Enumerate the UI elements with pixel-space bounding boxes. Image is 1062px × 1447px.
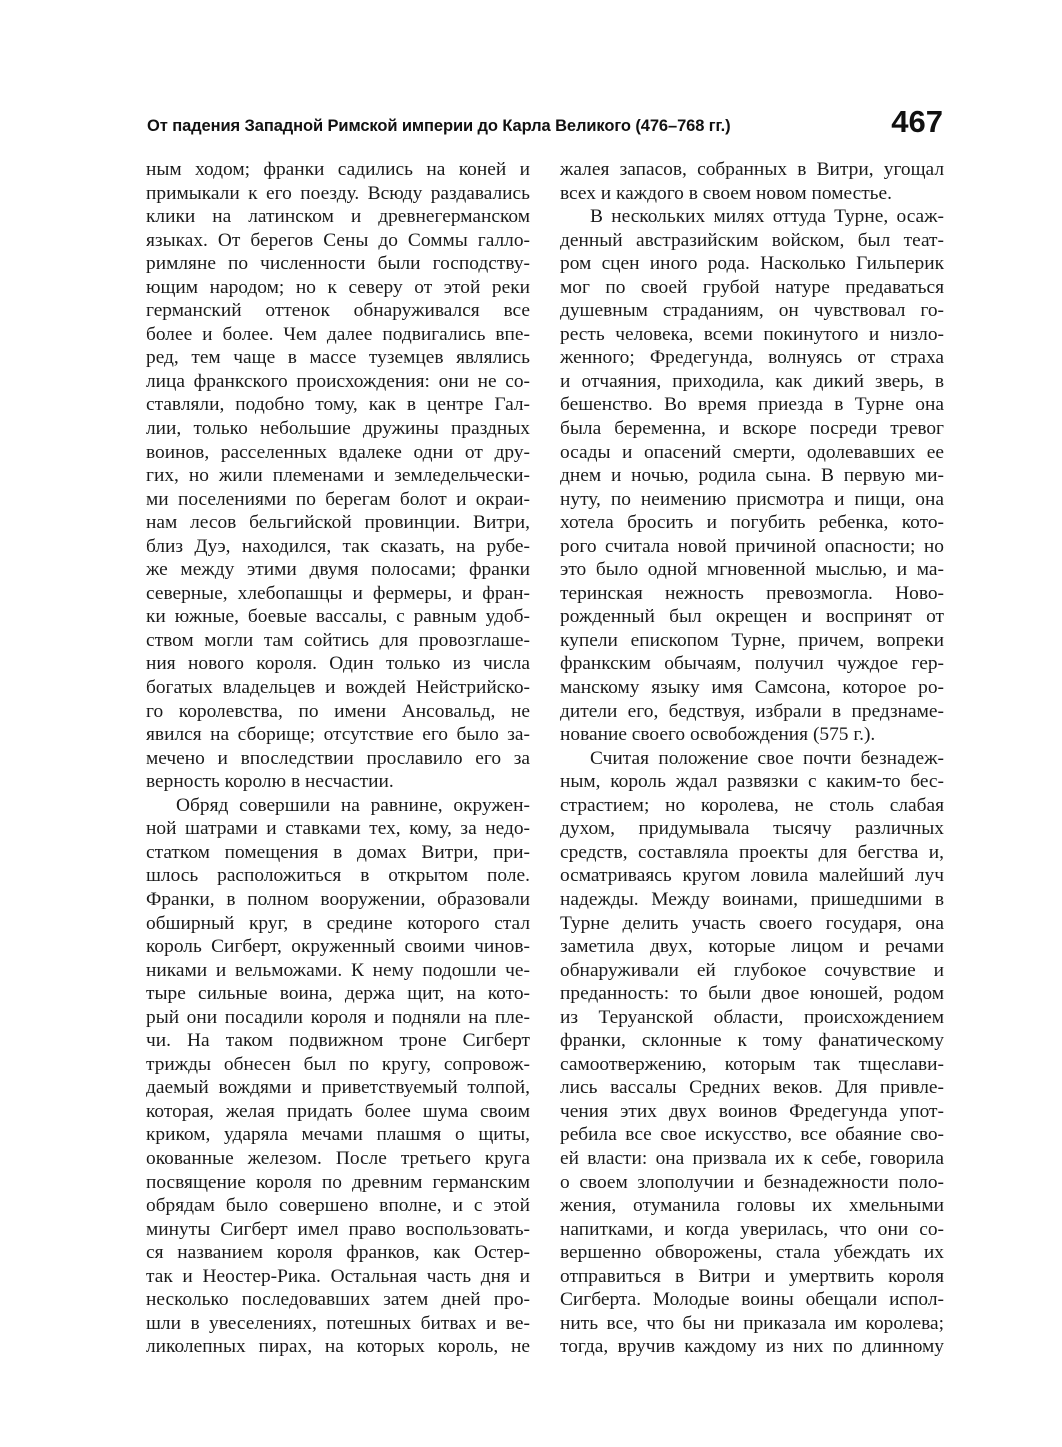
text-line: денный австразийским войском, был теат- [560, 229, 944, 251]
text-line: Обряд совершили на равнине, окружен- [176, 794, 530, 816]
text-line: которая, желая придать более шума своим [146, 1100, 530, 1122]
text-line: примыкали к его поезду. Всюду раздавались [146, 182, 530, 204]
text-line: жалея запасов, собранных в Витри, угощал [560, 159, 944, 180]
text-column-right [560, 158, 944, 1359]
text-line: криком, ударяла мечами плашмя о щиты, [146, 1124, 530, 1146]
text-line: шлось расположиться в открытом поле. [146, 865, 530, 887]
text-line: ки южные, боевые вассалы, с равным удоб- [146, 606, 530, 628]
text-line: ным, король ждал развязки с каким-то бес- [560, 771, 944, 793]
text-line: преданность: то были двое юношей, родом [560, 983, 944, 1005]
text-line: ся названием короля франков, как Остер- [146, 1242, 530, 1264]
text-line: купели епископом Турне, причем, вопреки [560, 629, 944, 651]
text-line: Считая положение свое почти безнадеж- [590, 747, 944, 769]
text-line: всех и каждого в своем новом поместье. [560, 182, 892, 204]
text-line: лии, только небольшие дружины праздных [146, 418, 530, 440]
text-line: ным ходом; франки садились на коней и [146, 159, 530, 180]
text-line: страстием; но королева, не столь слабая [560, 794, 944, 816]
text-line: нам лесов бельгийской провинции. Витри, [146, 512, 530, 534]
text-line: трижды обнесен был по кругу, сопровож- [146, 1053, 530, 1075]
text-line: ми поселениями по берегам болот и окраи- [146, 488, 530, 510]
text-line: ребила все свое искусство, все обаяние сво- [560, 1124, 944, 1146]
text-line: ставляли, подобно тому, как в центре Гал- [146, 394, 530, 416]
text-line: языках. От берегов Сены до Соммы галло- [146, 229, 530, 251]
text-line: более и более. Чем далее подвигались впе- [146, 323, 530, 345]
text-line: минуты Сигберт имел право воспользовать- [146, 1218, 530, 1240]
text-line: клики на латинском и древнегерманском [146, 206, 530, 228]
text-line: Сигберта. Молодые воины обещали испол- [560, 1289, 944, 1311]
text-line: ством могли там сойтись для провозглаше- [146, 629, 530, 651]
text-line: душевным страданиям, он чувствовал го- [560, 300, 944, 322]
text-line: шли в увеселениях, потешных битвах и ве- [146, 1312, 530, 1334]
running-header-title: От падения Западной Римской империи до Карла Великого (476–768 гг.) [147, 117, 731, 135]
text-line: осматриваясь кругом ловила малейший луч [560, 865, 944, 887]
text-line: же между этими двумя полосами; франки [146, 559, 530, 581]
text-line: отправиться в Витри и умертвить короля [560, 1265, 944, 1287]
text-column-left [146, 158, 530, 1359]
text-line: тыре сильные воина, держа щит, на кото- [146, 983, 530, 1005]
text-line: ющим народом; но к северу от этой реки [146, 276, 530, 298]
text-line: северные, хлебопашцы и фермеры, и фран- [146, 582, 530, 604]
text-line: ром сцен иного рода. Насколько Гильперик [560, 253, 944, 275]
text-line: ресть человека, всеми покинутого и низло- [560, 323, 944, 345]
text-line: так и Неостер-Рика. Остальная часть дня и [146, 1265, 530, 1287]
text-line: Турне делить участь своего государя, она [560, 912, 944, 934]
running-header [147, 104, 943, 146]
text-line: лись вассалы Средних веков. Для привле- [560, 1077, 944, 1099]
text-line: франкским обычаям, получил чуждое гер- [560, 653, 944, 675]
text-line: посвящение короля по древним германским [146, 1171, 530, 1193]
text-line: чения этих двух воинов Фредегунда упот- [560, 1100, 944, 1122]
text-line: В нескольких милях оттуда Турне, осаж- [590, 206, 944, 228]
text-line: никами и вельможами. К нему подошли че- [146, 959, 530, 981]
text-line: из Теруанской области, происхождением [560, 1006, 944, 1028]
text-line: и отчаяния, приходила, как дикий зверь, в [560, 370, 944, 392]
text-line: окованные железом. После третьего круга [146, 1147, 530, 1169]
text-line: бешенство. Во время приезда в Турне она [560, 394, 944, 416]
text-line: римляне по численности были господству- [146, 253, 530, 275]
text-line: король Сигберт, окруженный своими чинов- [146, 936, 530, 958]
text-line: статком помещения в домах Витри, при- [146, 841, 530, 863]
text-line: франки, склонные к тому фанатическому [560, 1030, 944, 1052]
text-line: ной шатрами и ставками тех, кому, за недо- [146, 818, 530, 840]
text-line: рого считала новой причиной опасности; но [560, 535, 944, 557]
text-line: рожденный был окрещен и воспринят от [560, 606, 944, 628]
text-line: даемый вождями и приветствуемый толпой, [146, 1077, 530, 1099]
text-line: ния нового короля. Один только из числа [146, 653, 530, 675]
text-line: была беременна, и вскоре посреди тревог [560, 418, 944, 440]
page-number: 467 [891, 104, 943, 139]
text-line: богатых владельцев и вождей Нейстрийско- [146, 677, 530, 699]
text-line: средств, составляла проекты для бегства и, [560, 841, 944, 863]
text-line: заметила двух, которые лицом и речами [560, 936, 944, 958]
text-line: го королевства, по имени Ансовальд, не [146, 700, 530, 722]
text-line: несколько последовавших затем дней про- [146, 1289, 530, 1311]
text-line: надежды. Между воинами, пришедшими в [560, 888, 944, 910]
text-line: жения, отуманила головы их хмельными [560, 1195, 944, 1217]
text-line: теринская нежность превозмогла. Ново- [560, 582, 944, 604]
text-line: о своем злополучии и безнадежности поло- [560, 1171, 944, 1193]
text-line: духом, придумывала тысячу различных [560, 818, 944, 840]
text-line: близ Дуэ, находился, так сказать, на рубе- [146, 535, 530, 557]
text-line: ред, тем чаще в массе туземцев являлись [146, 347, 530, 369]
text-line: это было одной мгновенной мыслью, и ма- [560, 559, 944, 581]
text-line: нование своего освобождения (575 г.). [560, 724, 876, 746]
text-line: обширный круг, в средине которого стал [146, 912, 530, 934]
text-line: германский оттенок обнаруживался все [146, 300, 530, 322]
text-line: воинов, расселенных вдалеке одни от дру- [146, 441, 530, 463]
text-line: мог по своей грубой натуре предаваться [560, 276, 944, 298]
text-line: мечено и впоследствии прославило его за [146, 747, 530, 769]
text-line: тогда, вручив каждому из них по длинному [560, 1336, 944, 1358]
text-line: ликолепных пирах, на которых король, не [146, 1336, 530, 1358]
text-line: женного; Фредегунда, волнуясь от страха [560, 347, 944, 369]
text-line: Франки, в полном вооружении, образовали [146, 888, 530, 910]
text-line: напитками, и когда уверилась, что они со- [560, 1218, 944, 1240]
text-line: верность королю в несчастии. [146, 771, 394, 793]
text-line: чи. На таком подвижном троне Сигберт [146, 1030, 530, 1052]
text-line: осады и опасений смерти, одолевавших ее [560, 441, 944, 463]
text-line: ей власти: она призвала их к себе, говорила [560, 1147, 944, 1169]
text-line: лица франкского происхождения: они не со- [146, 370, 530, 392]
text-line: обнаруживали ей глубокое сочувствие и [560, 959, 944, 981]
text-line: днем и ночью, родила сына. В первую ми- [560, 465, 944, 487]
text-line: рый они посадили короля и подняли на пле- [146, 1006, 530, 1028]
text-line: обрядам было совершено вполне, и с этой [146, 1195, 530, 1217]
text-line: самоотвержению, которым так тщеслави- [560, 1053, 944, 1075]
text-line: нуту, по неимению присмотра и пищи, она [560, 488, 944, 510]
text-line: дители его, бедствуя, избрали в предзнаме- [560, 700, 944, 722]
text-line: манскому языку имя Самсона, которое ро- [560, 677, 944, 699]
text-line: нить все, что бы ни приказала им королева; [560, 1312, 944, 1334]
text-line: вершенно обворожены, стала убеждать их [560, 1242, 944, 1264]
text-line: гих, но жили племенами и земледельчески- [146, 465, 530, 487]
text-line: явился на сборище; отсутствие его было за- [146, 724, 530, 746]
text-line: хотела бросить и погубить ребенка, кото- [560, 512, 944, 534]
